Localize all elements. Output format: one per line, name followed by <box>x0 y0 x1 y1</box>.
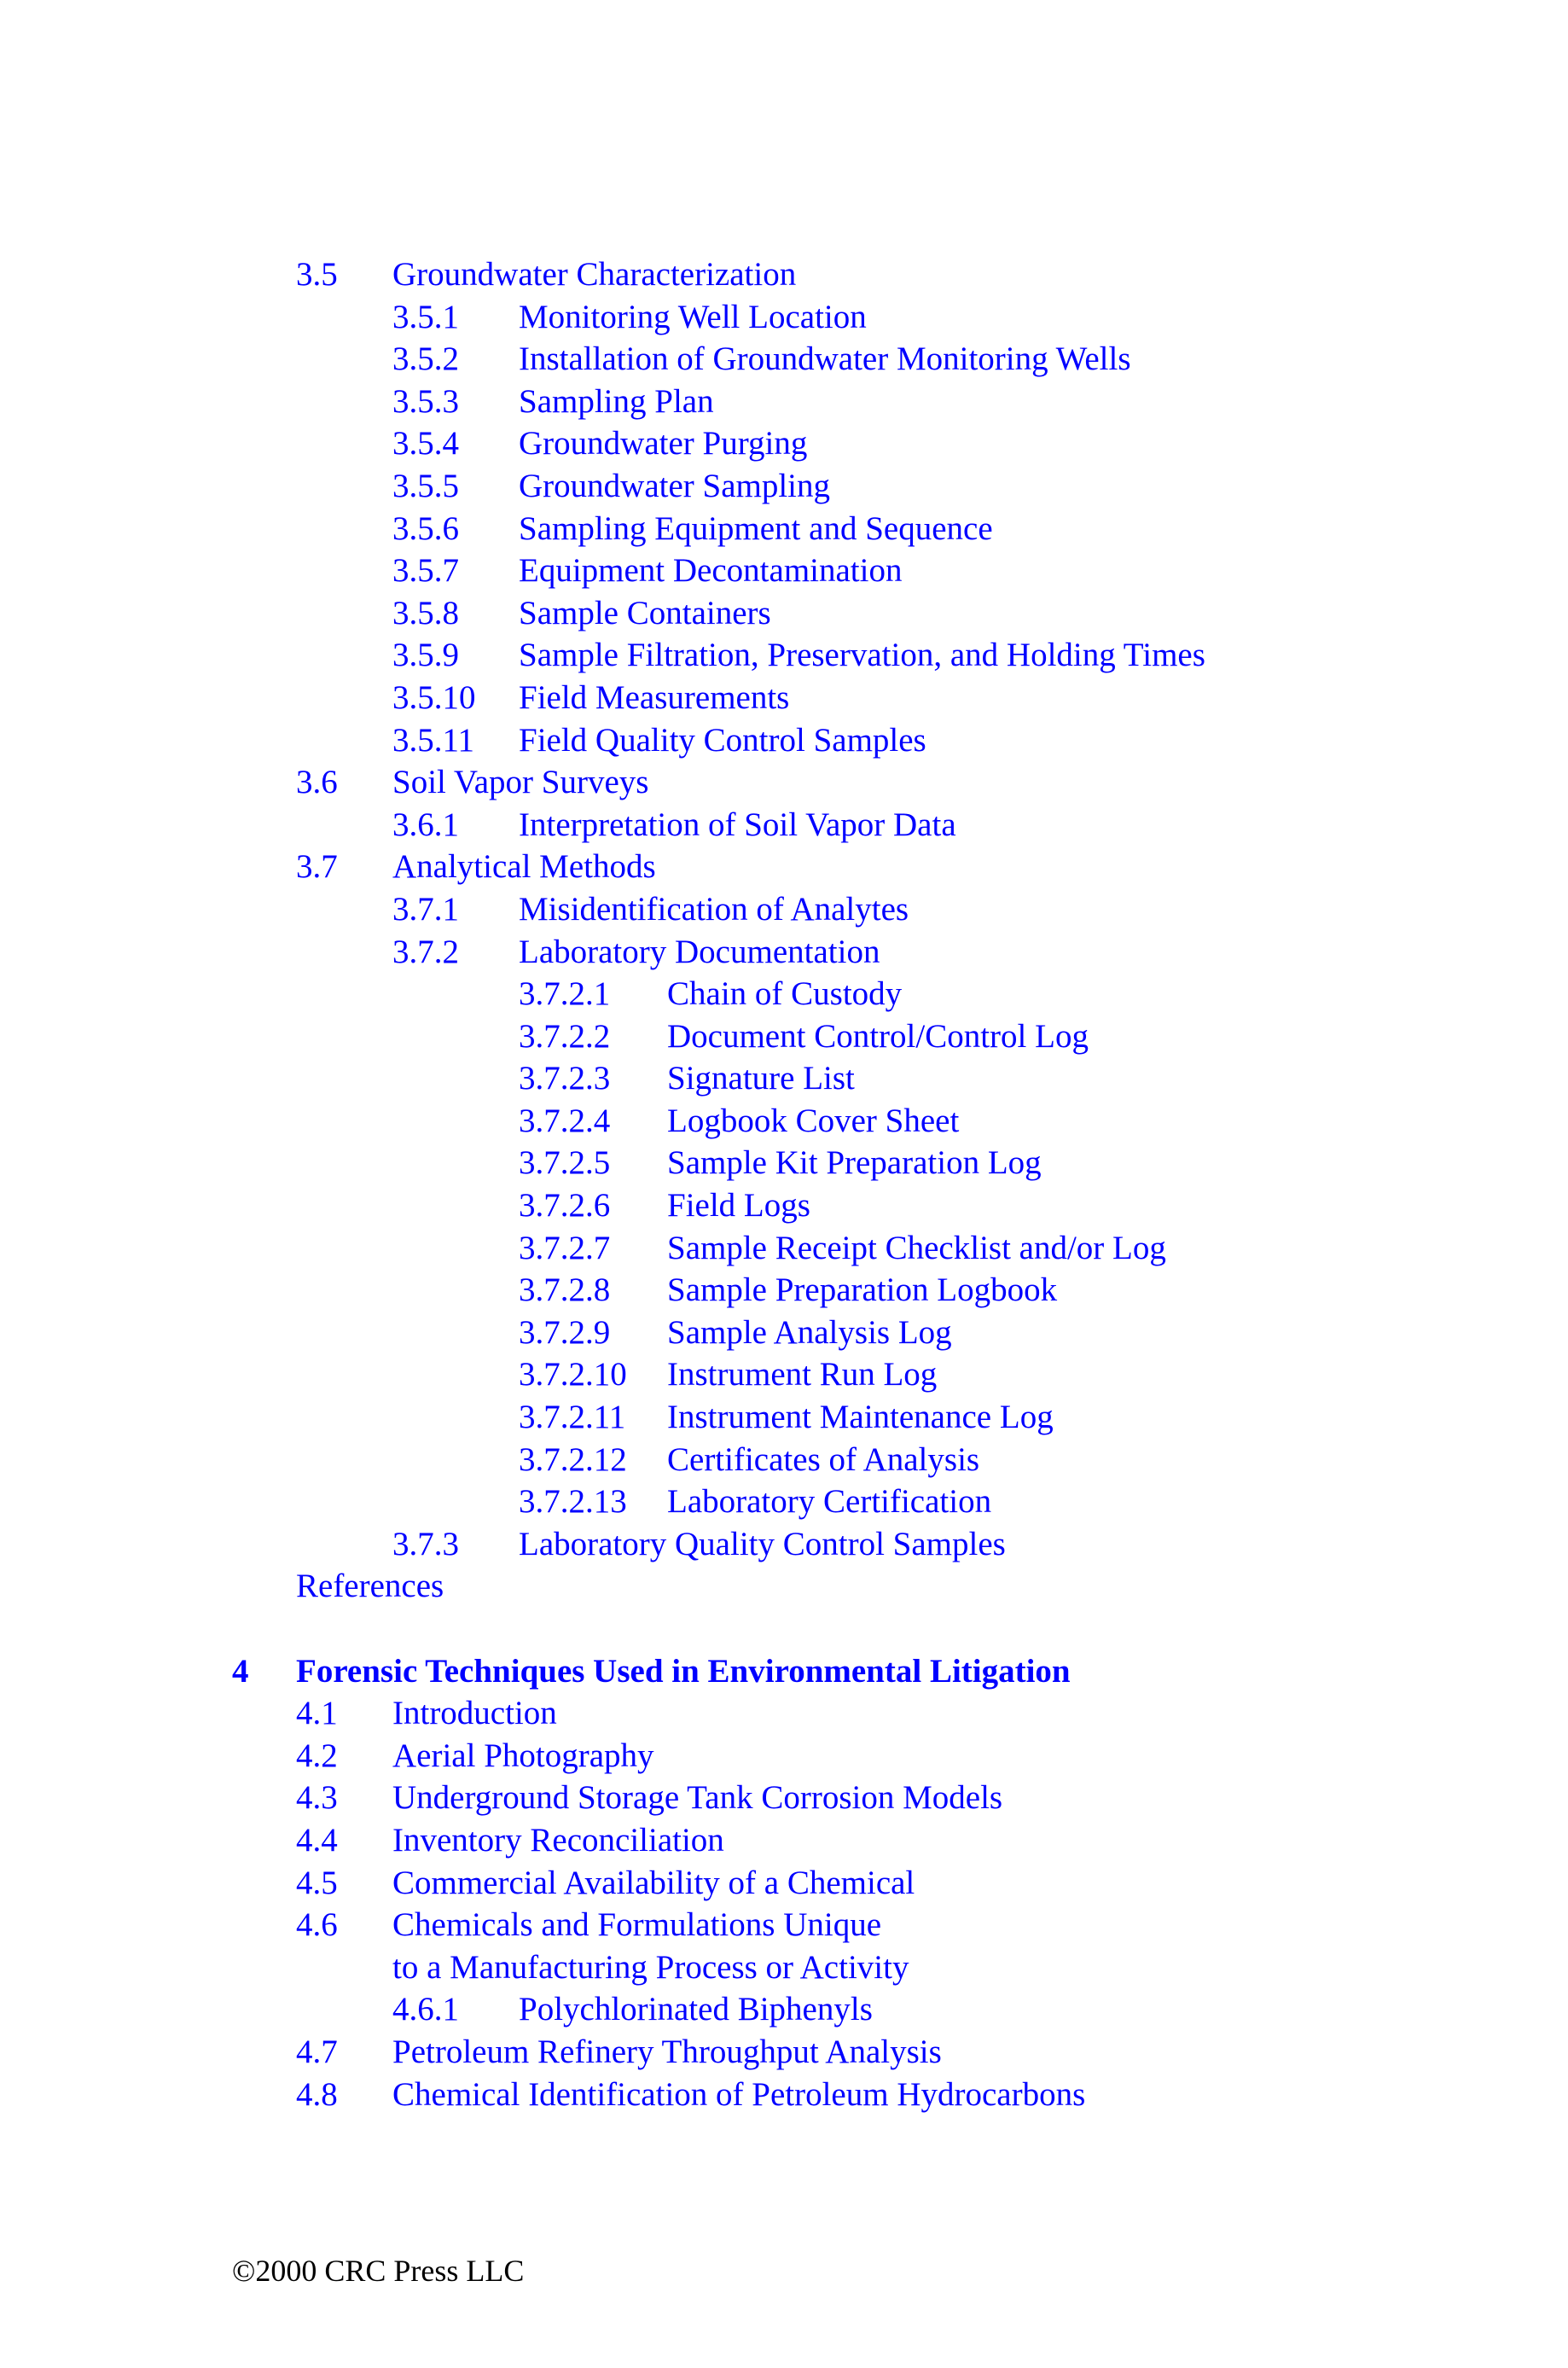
toc-subsection-link[interactable] <box>0 296 1568 339</box>
toc-subsubsection-link[interactable] <box>0 1100 1568 1143</box>
toc-entry-number: 4.1 <box>296 1695 338 1732</box>
toc-entry-number: 4.6 <box>296 1906 338 1944</box>
toc-subsubsection-link[interactable] <box>0 1396 1568 1439</box>
toc-subsection-link[interactable] <box>0 508 1568 550</box>
toc-subsubsection-link[interactable] <box>0 1227 1568 1270</box>
toc-entry-number: 4.6.1 <box>392 1991 459 2028</box>
toc-entry-title: Underground Storage Tank Corrosion Models <box>392 1779 1003 1817</box>
toc-entry-title: Laboratory Certification <box>667 1483 992 1521</box>
toc-subsubsection-link[interactable] <box>0 1481 1568 1523</box>
toc-chapter-link[interactable] <box>0 1650 1568 1693</box>
toc-entry-number: 3.7.2.11 <box>519 1399 626 1436</box>
toc-entry-number: 3.7.2.12 <box>519 1440 627 1478</box>
toc-entry-title: Document Control/Control Log <box>667 1017 1089 1055</box>
toc-references-link[interactable] <box>0 1565 1568 1608</box>
toc-section-link[interactable] <box>0 846 1568 888</box>
toc-subsubsection-link[interactable] <box>0 1184 1568 1227</box>
toc-subsection-link[interactable] <box>0 381 1568 423</box>
copyright-footer: ©2000 CRC Press LLC <box>232 2254 525 2288</box>
toc-entry-title: Sample Receipt Checklist and/or Log <box>667 1229 1166 1266</box>
toc-entry-title: Instrument Run Log <box>667 1356 938 1393</box>
toc-entry-number: 3.5.9 <box>392 637 459 674</box>
toc-entry-number: 4.7 <box>296 2033 338 2070</box>
toc-subsection-link[interactable] <box>0 550 1568 592</box>
toc-entry-title: Misidentification of Analytes <box>519 890 909 928</box>
toc-subsection-link[interactable] <box>0 888 1568 931</box>
toc-entry-title: Equipment Decontamination <box>519 552 903 590</box>
toc-entry-title: Instrument Maintenance Log <box>667 1399 1054 1436</box>
toc-entry-title: Commercial Availability of a Chemical <box>392 1864 915 1901</box>
toc-section-link[interactable] <box>0 1862 1568 1905</box>
toc-entry-number: 4.5 <box>296 1864 338 1901</box>
toc-entry-number: 3.7.2 <box>392 933 459 970</box>
toc-entry-title: Sample Preparation Logbook <box>667 1271 1058 1309</box>
toc-spacer <box>0 1608 1568 1650</box>
toc-subsection-link[interactable] <box>0 1988 1568 2031</box>
toc-entry-number: 3.7.2.5 <box>519 1144 611 1182</box>
toc-entry-title: Sample Analysis Log <box>667 1313 952 1351</box>
toc-entry-title: Chemicals and Formulations Unique <box>392 1906 882 1944</box>
toc-entry-number: 4.3 <box>296 1779 338 1817</box>
toc-entry-title: Interpretation of Soil Vapor Data <box>519 806 956 843</box>
toc-section-link[interactable] <box>0 253 1568 296</box>
toc-entry-number: 3.5.2 <box>392 340 459 378</box>
toc-entry-number: 4.8 <box>296 2075 338 2113</box>
toc-subsection-link[interactable] <box>0 338 1568 381</box>
toc-entry-title: Logbook Cover Sheet <box>667 1102 960 1139</box>
toc-entry-title: Chemical Identification of Petroleum Hydrocarbons <box>392 2075 1086 2113</box>
toc-entry-number: 3.7.2.2 <box>519 1017 611 1055</box>
toc-entry-title: Chain of Custody <box>667 975 903 1013</box>
toc-entry-title: Signature List <box>667 1060 855 1097</box>
toc-entry-title: Aerial Photography <box>392 1737 654 1774</box>
toc-entry-number: 3.7.2.3 <box>519 1060 611 1097</box>
toc-entry-title: Groundwater Characterization <box>392 256 797 293</box>
toc-entry-number: 3.7.1 <box>392 890 459 928</box>
toc-subsubsection-link[interactable] <box>0 1312 1568 1354</box>
toc-subsection-link[interactable] <box>0 1523 1568 1566</box>
toc-section-link[interactable] <box>0 2074 1568 2116</box>
toc-entry-title: Soil Vapor Surveys <box>392 764 649 801</box>
toc-entry-title: to a Manufacturing Process or Activity <box>392 1948 909 1986</box>
toc-entry-number: 3.5.3 <box>392 382 459 420</box>
toc-entry-number: 3.5.6 <box>392 509 459 547</box>
toc-entry-title: Sampling Equipment and Sequence <box>519 509 993 547</box>
toc-entry-number: 3.5.4 <box>392 425 459 463</box>
toc-section-link[interactable] <box>0 1777 1568 1819</box>
toc-entry-title: Sampling Plan <box>519 382 714 420</box>
toc-entry-title: Groundwater Sampling <box>519 467 831 504</box>
toc-subsection-link[interactable] <box>0 677 1568 719</box>
toc-subsection-link[interactable] <box>0 931 1568 974</box>
toc-entry-number: 3.5.10 <box>392 678 476 716</box>
toc-entry-title: Petroleum Refinery Throughput Analysis <box>392 2033 942 2070</box>
toc-entry-number: 3.5.1 <box>392 298 459 335</box>
toc-subsubsection-link[interactable] <box>0 1269 1568 1312</box>
toc-entry-number: 3.7.2.8 <box>519 1271 611 1309</box>
toc-subsubsection-link[interactable] <box>0 1057 1568 1100</box>
toc-entry-number: 4 <box>232 1652 249 1690</box>
toc-entry-title: Polychlorinated Biphenyls <box>519 1991 873 2028</box>
toc-entry-title: Laboratory Quality Control Samples <box>519 1525 1006 1562</box>
toc-entry-number: 3.7.2.7 <box>519 1229 611 1266</box>
toc-subsubsection-link[interactable] <box>0 973 1568 1015</box>
toc-entry-title: Introduction <box>392 1695 557 1732</box>
toc-entry-title: Field Logs <box>667 1187 810 1225</box>
toc-subsection-link[interactable] <box>0 719 1568 762</box>
toc-entry-number: 3.7.2.9 <box>519 1313 611 1351</box>
toc-entry-number: 3.5.7 <box>392 552 459 590</box>
toc-subsection-link[interactable] <box>0 465 1568 508</box>
toc-entry-number: 3.7.2.1 <box>519 975 611 1013</box>
toc-entry-title: Field Quality Control Samples <box>519 721 926 759</box>
toc-entry-number: 3.6 <box>296 764 338 801</box>
toc-entry-title: Sample Kit Preparation Log <box>667 1144 1042 1182</box>
toc-subsection-link[interactable] <box>0 422 1568 465</box>
toc-subsubsection-link[interactable] <box>0 1439 1568 1481</box>
toc-entry-number: 3.5.8 <box>392 594 459 631</box>
toc-subsection-link[interactable] <box>0 592 1568 635</box>
toc-subsubsection-link[interactable] <box>0 1353 1568 1396</box>
toc-entry-number: 3.7.2.10 <box>519 1356 627 1393</box>
toc-entry-number: 3.7.2.13 <box>519 1483 627 1521</box>
toc-entry-title: Sample Filtration, Preservation, and Holding Times <box>519 637 1205 674</box>
toc-entry-title: References <box>296 1568 444 1605</box>
toc-entry-number: 3.7.2.6 <box>519 1187 611 1225</box>
toc-entry-title: Inventory Reconciliation <box>392 1821 724 1859</box>
toc-subsubsection-link[interactable] <box>0 1015 1568 1058</box>
toc-section-link[interactable] <box>0 1735 1568 1777</box>
toc-entry-title: Certificates of Analysis <box>667 1440 980 1478</box>
toc-entry-number: 4.2 <box>296 1737 338 1774</box>
toc-entry-number: 3.5.11 <box>392 721 475 759</box>
toc-section-link[interactable] <box>0 2031 1568 2074</box>
toc-entry-number: 4.4 <box>296 1821 338 1859</box>
toc-entry-title: Installation of Groundwater Monitoring Wells <box>519 340 1131 378</box>
toc-entry-number: 3.5 <box>296 256 338 293</box>
toc-section-link[interactable] <box>0 1819 1568 1862</box>
toc-subsection-link[interactable] <box>0 634 1568 677</box>
table-of-contents <box>0 253 1568 2115</box>
toc-entry-title: Sample Containers <box>519 594 771 631</box>
toc-entry-number: 3.7.3 <box>392 1525 459 1562</box>
toc-entry-title: Groundwater Purging <box>519 425 808 463</box>
toc-entry-title: Analytical Methods <box>392 848 656 886</box>
toc-entry-title: Forensic Techniques Used in Environmental Litigation <box>296 1652 1071 1690</box>
toc-section-link[interactable] <box>0 1692 1568 1735</box>
toc-entry-title: Monitoring Well Location <box>519 298 867 335</box>
toc-entry-number: 3.5.5 <box>392 467 459 504</box>
toc-entry-number: 3.6.1 <box>392 806 459 843</box>
toc-section-link[interactable] <box>0 1904 1568 1946</box>
toc-subsection-link[interactable] <box>0 804 1568 847</box>
toc-entry-title: Laboratory Documentation <box>519 933 880 970</box>
toc-section-link[interactable] <box>0 761 1568 804</box>
toc-entry-number: 3.7 <box>296 848 338 886</box>
toc-entry-number: 3.7.2.4 <box>519 1102 611 1139</box>
toc-entry-title: Field Measurements <box>519 678 790 716</box>
toc-subsubsection-link[interactable] <box>0 1142 1568 1184</box>
toc-section-link-continuation[interactable] <box>0 1946 1568 1989</box>
